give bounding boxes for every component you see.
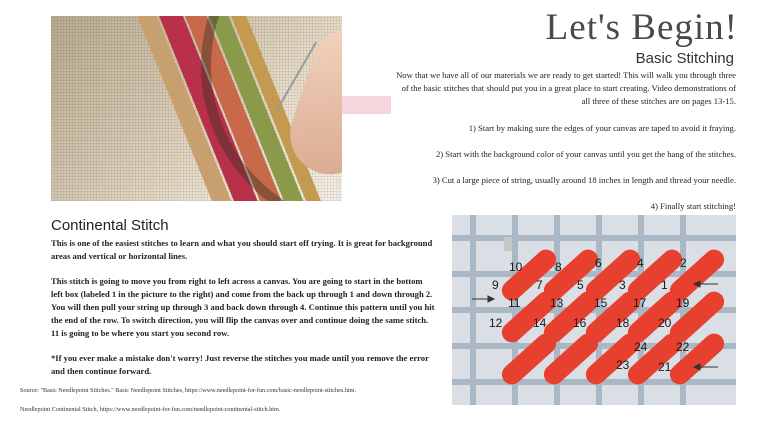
stitch-label: 16 [573,316,587,330]
steps-list [376,122,736,226]
stitch-label: 23 [616,358,630,372]
stitch-label: 3 [619,278,626,292]
section-paragraph: *If you ever make a mistake don't worry! Just reverse the stitches you made until you remove the error and then continue forward. [51,353,429,376]
stitch-label: 1 [661,278,668,292]
stitch-label: 11 [508,296,521,310]
stitch-label: 21 [658,360,672,374]
stitch-label: 2 [680,256,687,270]
stitch-label: 7 [536,278,543,292]
stitch-label: 20 [658,316,672,330]
stitch-label: 6 [595,256,602,270]
page-subtitle: Basic Stitching [635,50,734,67]
step-item: 3) Cut a large piece of string, usually around 18 inches in length and thread your needle. [432,175,736,185]
section-body [51,237,436,391]
section-paragraph: This is one of the easiest stitches to learn and what you should start off trying. It is great for background areas and vertical or horizontal lines. [51,238,433,261]
stitch-label: 9 [492,278,499,292]
stitch-label: 8 [555,260,562,274]
continental-stitch-diagram [452,215,736,405]
step-item: 4) Finally start stitching! [650,201,736,211]
section-paragraph: This stitch is going to move you from right to left across a canvas. You are going to start in the bottom left box (labeled 1 in the picture to the right) and come from the back up through 1 and down through 2. You will then pull your string up through 3 and back down through 4. Continue this pattern until you hit the end of the row. To switch direction, you will flip the canvas over and continue doing the same stitch. 11 is going to be where you start you second row. [51,276,435,338]
page-title: Let's Begin! [545,7,738,48]
needlepoint-photo [51,16,342,201]
stitch-label: 13 [550,296,564,310]
stitch-label: 19 [676,296,690,310]
stitch-label: 5 [577,278,584,292]
decorative-bar [342,96,391,114]
stitch-label: 15 [594,296,608,310]
source-citation: Source: "Basic Needlepoint Stitches." Basic Needlepoint Stitches, https://www.needlepoint-for-fun.com/basic-needlepoint-stitches.htm. [20,387,356,394]
source-citation: Needlepoint Continental Stitch, https://www.needlepoint-for-fun.com/needlepoint-continental-stitch.htm. [20,406,281,413]
intro-text: Now that we have all of our materials we are ready to get started! This will walk you through three of the basic stitches that should put you in a great place to start creating. Video demonstrations of all three of these stitches are on pages 13-15. [396,70,736,106]
stitch-label: 12 [489,316,503,330]
stitch-label: 17 [633,296,647,310]
stitch-label: 4 [637,256,644,270]
stitch-label: 10 [509,260,523,274]
step-item: 1) Start by making sure the edges of your canvas are taped to avoid it fraying. [468,123,736,133]
stitch-label: 14 [533,316,547,330]
step-item: 2) Start with the background color of your canvas until you get the hang of the stitches. [436,149,736,159]
section-title: Continental Stitch [51,217,169,234]
stitch-label: 22 [676,340,690,354]
stitch-label: 18 [616,316,630,330]
stitch-label: 24 [634,340,648,354]
